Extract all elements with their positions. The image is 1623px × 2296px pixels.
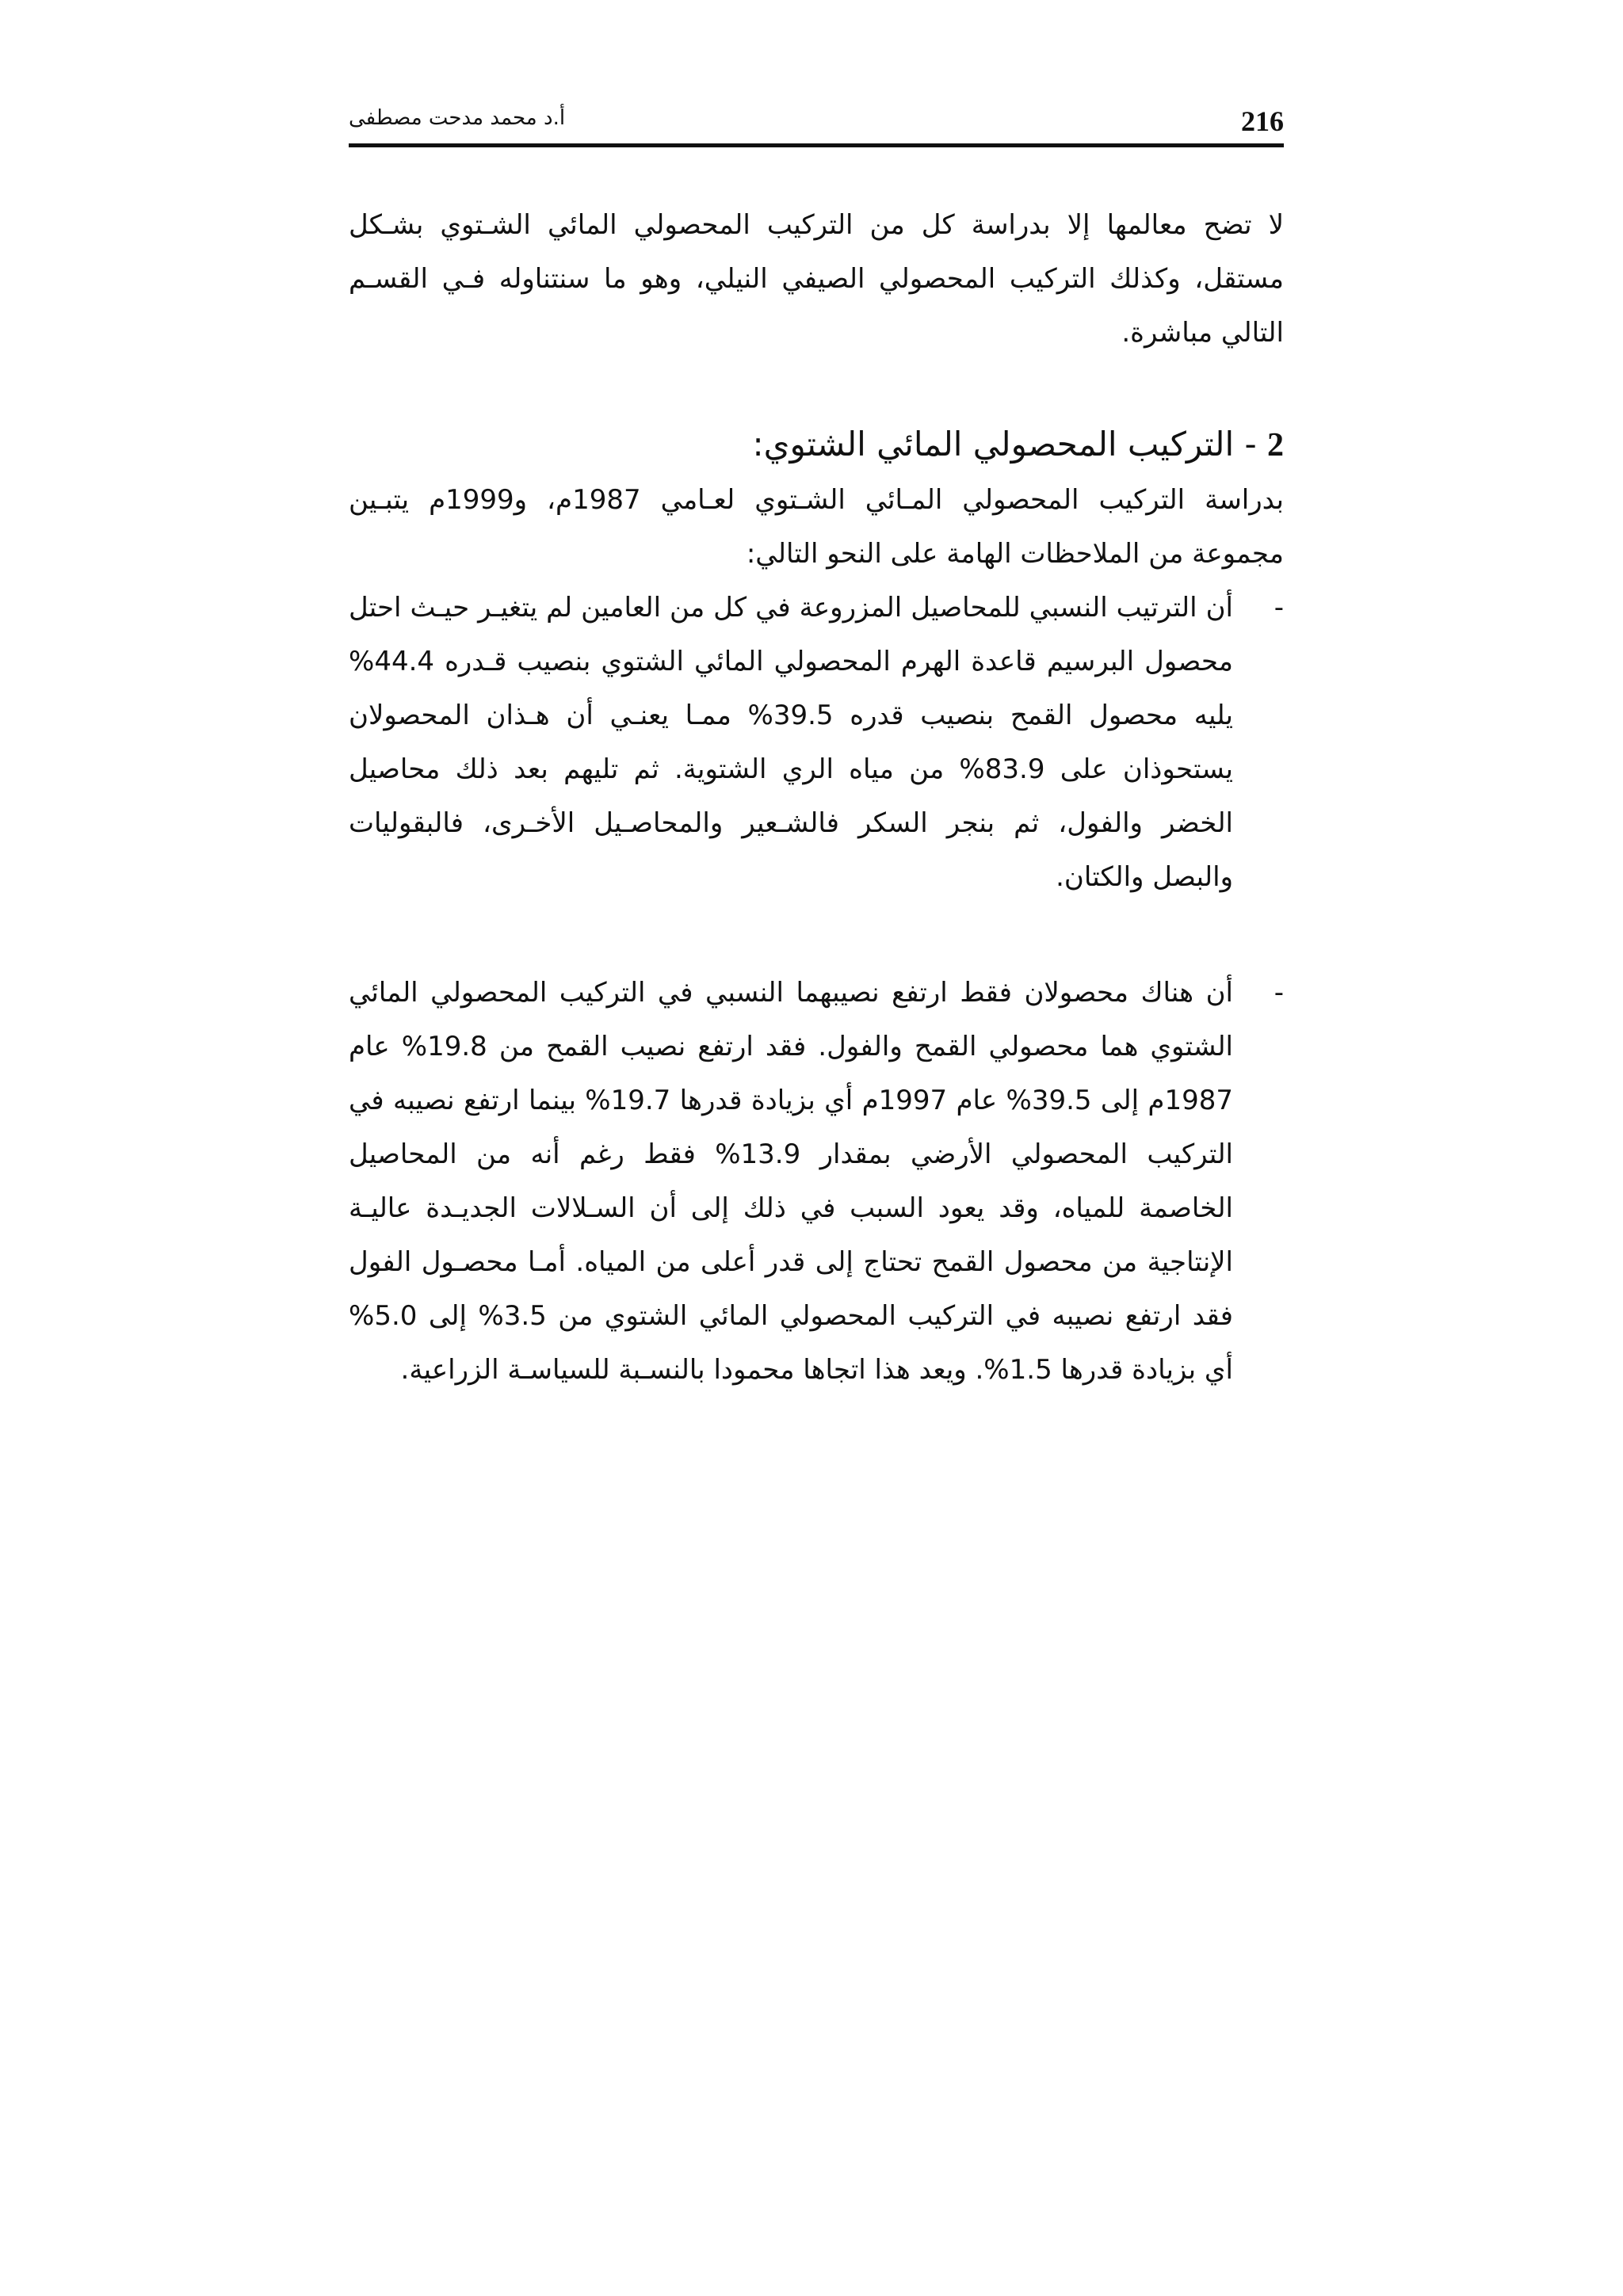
list-item-text: أن الترتيب النسبي للمحاصيل المزروعة في كل من العامين لم يتغيـر حيـث احتل محصول البرسيم قاعدة الهرم المحصولي المائي الشتوي بنصيب قـدره 44.4% يليه محصول القمح بنصيب قدره 39.5% ممـا يعنـي أن هـذان المحصولان يستحوذان على 83.9% من مياه الري الشتوية. ثم تليهم بعد ذلك محاصيل الخضر والفول، ثم بنجر السكر فالشـعير والمحاصـيل الأخـرى، فالبقوليات والبصل والكتان. <box>349 592 1233 893</box>
observations-list <box>349 581 1284 1397</box>
list-item-text: أن هناك محصولان فقط ارتفع نصيبهما النسبي في التركيب المحصولي المائي الشتوي هما محصولي القمح والفول. فقد ارتفع نصيب القمح من 19.8% عام 1987م إلى 39.5% عام 1997م أي بزيادة قدرها 19.7% بينما ارتفع نصيبه في التركيب المحصولي الأرضي بمقدار 13.9% فقط رغم أنه من المحاصيل الخاصمة للمياه، وقد يعود السبب في ذلك إلى أن السـلالات الجديـدة عاليـة الإنتاجية من محصول القمح تحتاج إلى قدر أعلى من المياه. أمـا محصـول الفول فقد ارتفع نصيبه في التركيب المحصولي المائي الشتوي من 3.5% إلى 5.0% أي بزيادة قدرها 1.5%. ويعد هذا اتجاها محمودا بالنسـبة للسياسـة الزراعية. <box>349 977 1234 1386</box>
section-lead-paragraph: بدراسة التركيب المحصولي المـائي الشـتوي لعـامي 1987م، و1999م يتبـين مجموعة من الملاحظات الهامة على النحو التالي: <box>349 484 1284 570</box>
list-item <box>349 966 1284 1397</box>
page-number: 216 <box>1241 105 1284 137</box>
bullet-dash: - <box>1274 592 1284 624</box>
running-head-author: أ.د محمد مدحت مصطفى <box>349 106 566 130</box>
page-body <box>349 198 1284 1397</box>
bullet-dash: - <box>1274 977 1284 1009</box>
section-number: 2 <box>1267 427 1284 463</box>
section-title: - التركيب المحصولي المائي الشتوي: <box>752 425 1257 463</box>
list-item <box>349 581 1284 904</box>
header-divider <box>349 143 1284 147</box>
page-header <box>349 97 1284 147</box>
intro-paragraph: لا تضح معالمها إلا بدراسة كل من التركيب المحصولي المائي الشـتوي بشـكل مستقل، وكذلك التركيب المحصولي الصيفي النيلي، وهو ما سنتناوله فـي القسـم التالي مباشرة. <box>349 209 1284 349</box>
section-heading <box>349 417 1284 473</box>
